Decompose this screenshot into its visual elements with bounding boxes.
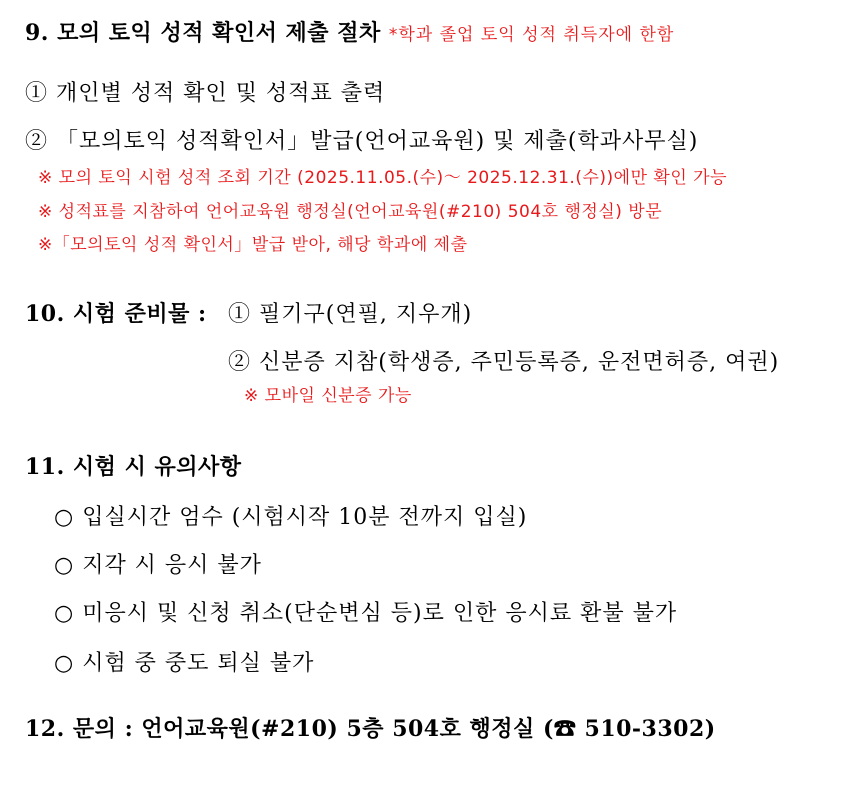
- section-9-note-1: ※ 모의 토익 시험 성적 조회 기간 (2025.11.05.(수)～ 2025.12.31.(수))에만 확인 가능: [38, 168, 727, 188]
- section-9-heading: [25, 16, 674, 47]
- section-10-item-2: ② 신분증 지참(학생증, 주민등록증, 운전면허증, 여권): [228, 350, 780, 375]
- section-9-note-2: ※ 성적표를 지참하여 언어교육원 행정실(언어교육원(#210) 504호 행정실) 방문: [38, 202, 663, 222]
- section-9-step-1: ① 개인별 성적 확인 및 성적표 출력: [25, 81, 386, 106]
- section-11-item: ○ 시험 중 중도 퇴실 불가: [54, 651, 315, 676]
- section-9-step-2: ② 「모의토익 성적확인서」발급(언어교육원) 및 제출(학과사무실): [25, 129, 699, 154]
- section-11-item: ○ 미응시 및 신청 취소(단순변심 등)로 인한 응시료 환불 불가: [54, 601, 678, 626]
- section-10-title: 10. 시험 준비물 :: [25, 301, 207, 327]
- section-9-title: 9. 모의 토익 성적 확인서 제출 절차: [25, 20, 381, 46]
- section-11-item: ○ 지각 시 응시 불가: [54, 553, 262, 578]
- section-12-contact: 12. 문의 : 언어교육원(#210) 5층 504호 행정실 (☎ 510-3302): [25, 716, 716, 742]
- section-9-note-3: ※「모의토익 성적 확인서」발급 받아, 해당 학과에 제출: [38, 235, 468, 255]
- section-10-item-1: ① 필기구(연필, 지우개): [228, 302, 473, 327]
- section-10-note: ※ 모바일 신분증 가능: [244, 386, 412, 406]
- section-11-title: 11. 시험 시 유의사항: [25, 454, 242, 480]
- section-9-eligibility-note: *학과 졸업 토익 성적 취득자에 한함: [388, 25, 675, 45]
- section-11-item: ○ 입실시간 엄수 (시험시작 10분 전까지 입실): [54, 505, 528, 530]
